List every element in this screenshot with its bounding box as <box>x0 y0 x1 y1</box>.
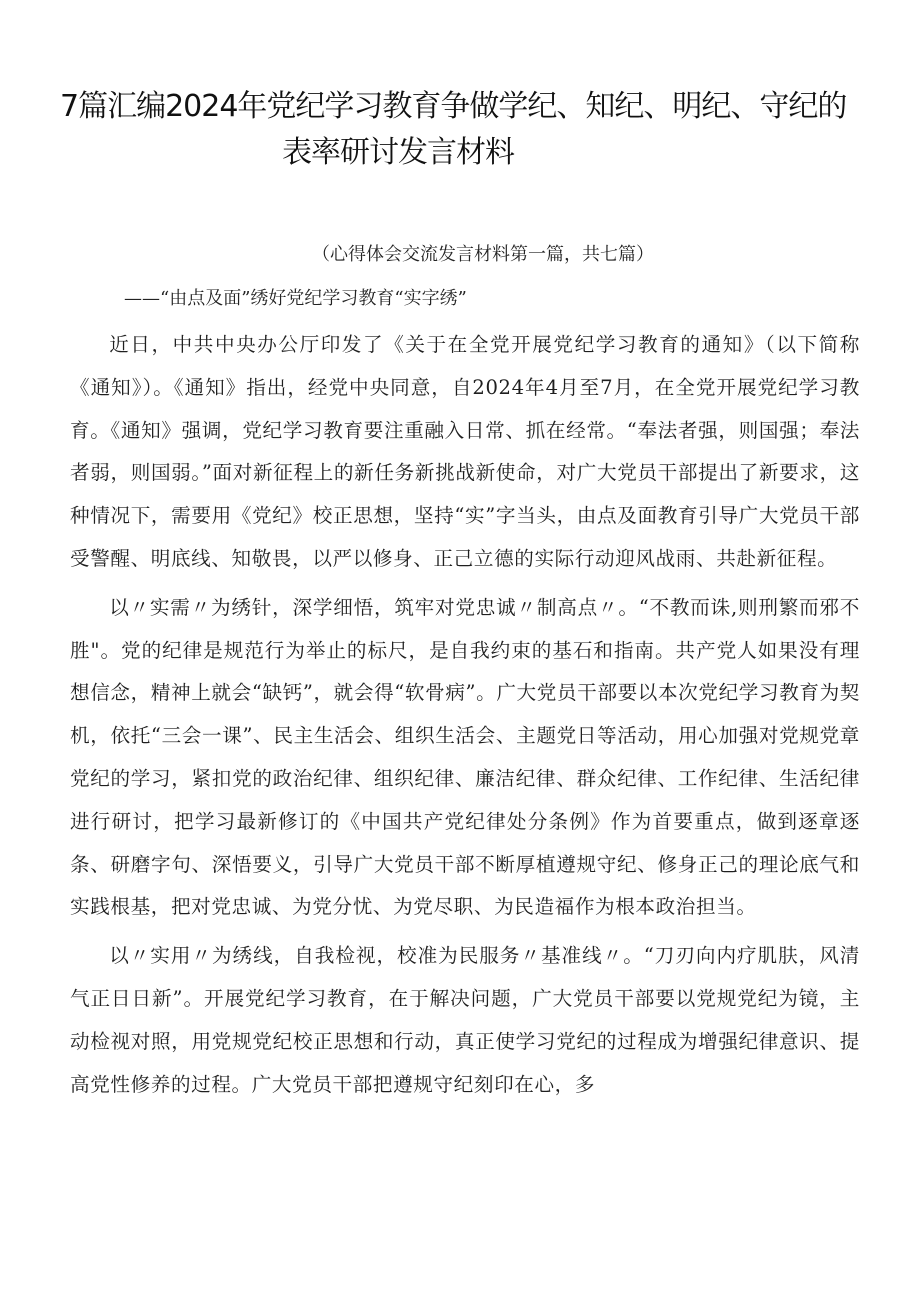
paragraph: 以〃实需〃为绣针，深学细悟，筑牢对党忠诚〃制高点〃。“不教而诛,则刑繁而邪不胜"。党的纪律是规范行为举止的标尺，是自我约束的基石和指南。共产党人如果没有理想信念，精神上就会“缺钙”，就会得“软骨病”。广大党员干部要以本次党纪学习教育为契机，依托“三会一课”、民主生活会、组织生活会、主题党日等活动，用心加强对党规党章党纪的学习，紧扣党的政治纪律、组织纪律、廉洁纪律、群众纪律、工作纪律、生活纪律进行研讨，把学习最新修订的《中国共产党纪律处分条例》作为首要重点，做到逐章逐条、研磨字句、深悟要义，引导广大党员干部不断厚植遵规守纪、修身正己的理论底气和实践根基，把对党忠诚、为党分忧、为党尽职、为民造福作为根本政治担当。 <box>70 595 860 919</box>
document-subtitle <box>0 242 920 268</box>
document-body <box>70 324 860 1112</box>
section-subheading: ——“由点及面”绣好党纪学习教育“实字绣” <box>124 288 467 309</box>
paragraph: 近日，中共中央办公厅印发了《关于在全党开展党纪学习教育的通知》（以下简称《通知》）。《通知》指出，经党中央同意，自2024年4月至7月，在全党开展党纪学习教育。《通知》强调，党纪学习教育要注重融入日常、抓在经常。“奉法者强，则国强；奉法者弱，则国弱。”面对新征程上的新任务新挑战新使命，对广大党员干部提出了新要求，这种情况下，需要用《党纪》校正思想，坚持“实”字当头，由点及面教育引导广大党员干部受警醒、明底线、知敬畏，以严以修身、正己立德的实际行动迎风战雨、共赴新征程。 <box>70 333 860 570</box>
title-line-1: 7篇汇编2024年党纪学习教育争做学纪、知纪、明纪、守纪的 <box>60 89 847 124</box>
title-line-2: 表率研讨发言材料 <box>282 135 514 170</box>
paragraph: 以〃实用〃为绣线，自我检视，校准为民服务〃基准线〃。“刀刃向内疗肌肤，风清气正日日新”。开展党纪学习教育，在于解决问题，广大党员干部要以党规党纪为镜，主动检视对照，用党规党纪校正思想和行动，真正使学习党纪的过程成为增强纪律意识、提高党性修养的过程。广大党员干部把遵规守纪刻印在心，多 <box>70 944 860 1096</box>
subtitle-text: （心得体会交流发言材料第一篇，共七篇） <box>312 244 654 265</box>
document-title <box>60 84 880 176</box>
